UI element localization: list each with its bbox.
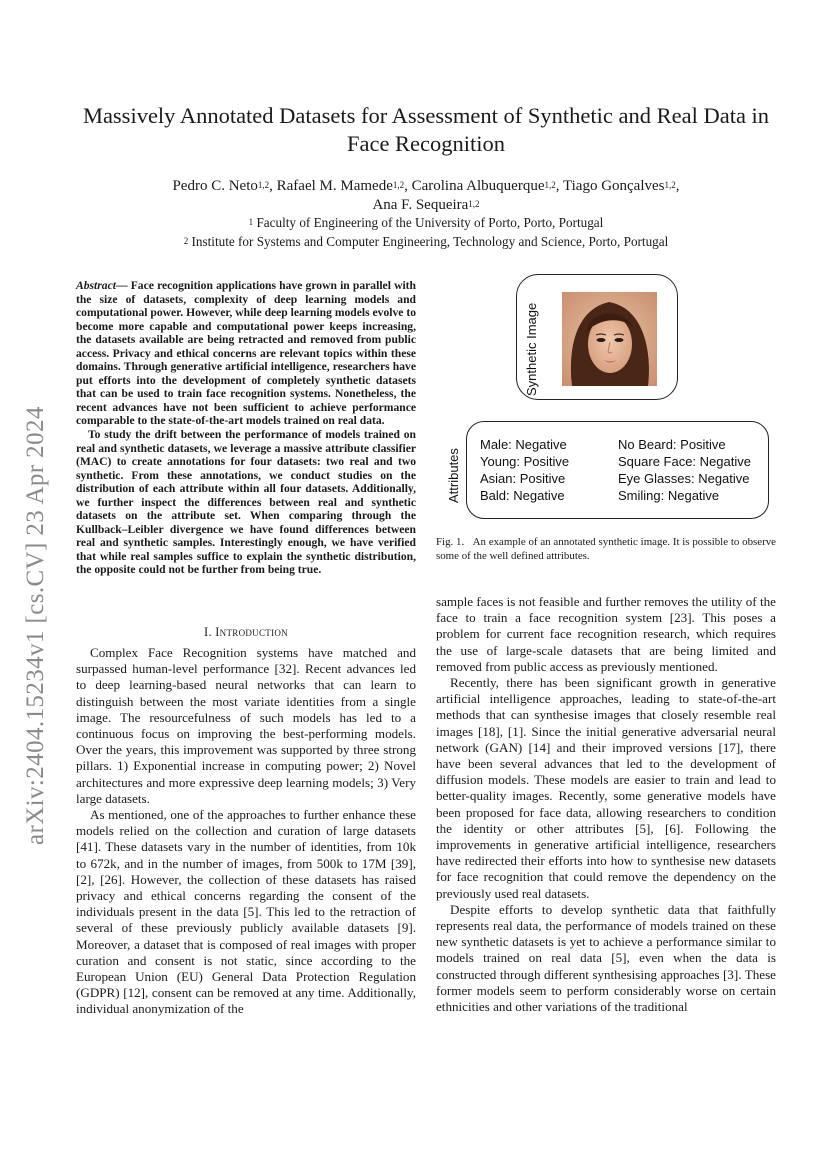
body-paragraph: sample faces is not feasible and further removes the utility of the face to train a face recognition system [23]. This poses a problem for current face recognition research, which requires the use of large-scale datasets that are being limited and removed from public access as previously mentioned. — [436, 594, 776, 674]
arxiv-identifier-text: arXiv:2404.15234v1 [cs.CV] 23 Apr 2024 — [22, 406, 49, 845]
attribute-item: Square Face: Negative — [618, 454, 751, 469]
attribute-item: Male: Negative — [480, 437, 567, 452]
section-heading: I. Introduction — [204, 625, 288, 639]
author: Carolina Albuquerque$^{1,2}$ — [411, 178, 556, 194]
abstract-paragraph: To study the drift between the performance of models trained on real and synthetic datasets, we leverage a massive attribute classifier (MAC) to create annotations for four datasets: two real and two synthetic. From these annotations, we conduct studies on the distribution of each attribute within all four datasets. Additionally, we further inspect the differences between real and synthetic datasets on the attribute set. When comparing through the Kullback–Leibler divergence we have found differences between real and synthetic samples. Interestingly enough, we have verified that while real samples suffice to explain the synthetic distribution, the opposite could not be further from being true. — [76, 428, 416, 577]
face-illustration — [562, 292, 657, 386]
affiliation-2: $^2$ Institute for Systems and Computer Engineering, Technology and Science, Porto, Portugal — [183, 234, 669, 249]
figure-caption: Fig. 1. An example of an annotated synthetic image. It is possible to observe some of the well defined attributes. — [436, 536, 776, 562]
body-paragraph: Recently, there has been significant growth in generative artificial intelligence approaches, leading to state-of-the-art methods that can synthesise images that closely resemble real images [18], [1]. Since the initial generative adversarial neural network (GAN) [14] and their improved versions [17], there have been several advances that led to the development of diffusion models. These models are easier to train and lead to better-quality images. Recently, some generative models have been proposed for face data, allowing researchers to condition the identity or other attributes [5], [6]. Following the improvements in generative artificial intelligence, researchers have redirected their efforts into how to synthesise new datasets for face recognition that could remove the dependency on the previously used real datasets. — [436, 675, 776, 901]
author: Pedro C. Neto$^{1,2}$ — [172, 178, 270, 194]
attribute-item: Smiling: Negative — [618, 488, 720, 503]
synthetic-face-image — [562, 292, 657, 386]
author-list: Pedro C. Neto$^{1,2}$, Rafael M. Mamede$^{1,2}$, Carolina Albuquerque$^{1,2}$, Tiago Gonçalves$^{1,2}$, Ana F. Sequeira$^{1,2}$ — [172, 178, 680, 213]
abstract-label: Abstract — [76, 279, 116, 292]
figure-caption-label: Fig. 1. — [436, 536, 465, 548]
abstract — [76, 279, 416, 577]
author: Ana F. Sequeira$^{1,2}$ — [372, 197, 480, 213]
body-paragraph: Complex Face Recognition systems have matched and surpassed human-level performance [32]. Recent advances led to deep learning-based neural networks that can learn to distinguish between the most variate identities from a single image. The resourcefulness of such models has led to a continuous focus on improving the best-performing models. Over the years, this improvement was supported by three strong pillars. 1) Exponential increase in computing power; 2) Novel architectures and more expressive deep learning models; 3) Very large datasets. — [76, 645, 416, 806]
attribute-item: Young: Positive — [480, 454, 570, 469]
paper-title: Massively Annotated Datasets for Assessment of Synthetic and Real Data in Face Recognition — [82, 103, 770, 156]
intro-right-column — [436, 594, 776, 1015]
body-paragraph: As mentioned, one of the approaches to further enhance these models relied on the collection and curation of large datasets [41]. These datasets vary in the number of identities, from 10k to 672k, and in the number of images, from 500k to 17M [39], [2], [26]. However, the collection of these datasets has raised privacy and ethical concerns regarding the consent of the individuals present in the data [5]. This led to the retraction of several of these previously publicly available datasets [9]. Moreover, a dataset that is composed of real images with proper curation and consent is not static, since according to the European Union (EU) General Data Protection Regulation (GDPR) [12], consent can be removed at any time. Additionally, individual anonymization of the — [76, 807, 416, 1017]
author: Tiago Gonçalves$^{1,2}$ — [562, 178, 676, 194]
attribute-item: Eye Glasses: Negative — [618, 471, 750, 486]
intro-left-column — [76, 645, 416, 1018]
attribute-item: Bald: Negative — [480, 488, 565, 503]
body-paragraph: Despite efforts to develop synthetic data that faithfully represents real data, the performance of models trained on these new synthetic datasets is yet to achieve a performance similar to models trained on real data [5], even when the data is constructed through different synthesising approaches [3]. These former models seem to perform considerably worse on certain ethnicities and other variations of the traditional — [436, 901, 776, 1015]
attribute-item: Asian: Positive — [480, 471, 566, 486]
attribute-item: No Beard: Positive — [618, 437, 726, 452]
abstract-paragraph: Abstract— Face recognition applications have grown in parallel with the size of datasets, complexity of deep learning models and computational power. However, while deep learning models evolve to become more capable and computational power keeps increasing, the datasets available are being retracted and removed from public access. Privacy and ethical concerns are relevant topics within these domains. Through generative artificial intelligence, researchers have put efforts into the development of completely synthetic datasets that can be used to train face recognition systems. Nonetheless, the recent advances have not been sufficient to achieve performance comparable to the state-of-the-art models trained on real data. — [76, 279, 416, 428]
affiliation-1: $^1$ Faculty of Engineering of the University of Porto, Porto, Portugal — [248, 215, 604, 230]
author: Rafael M. Mamede$^{1,2}$ — [276, 178, 405, 194]
